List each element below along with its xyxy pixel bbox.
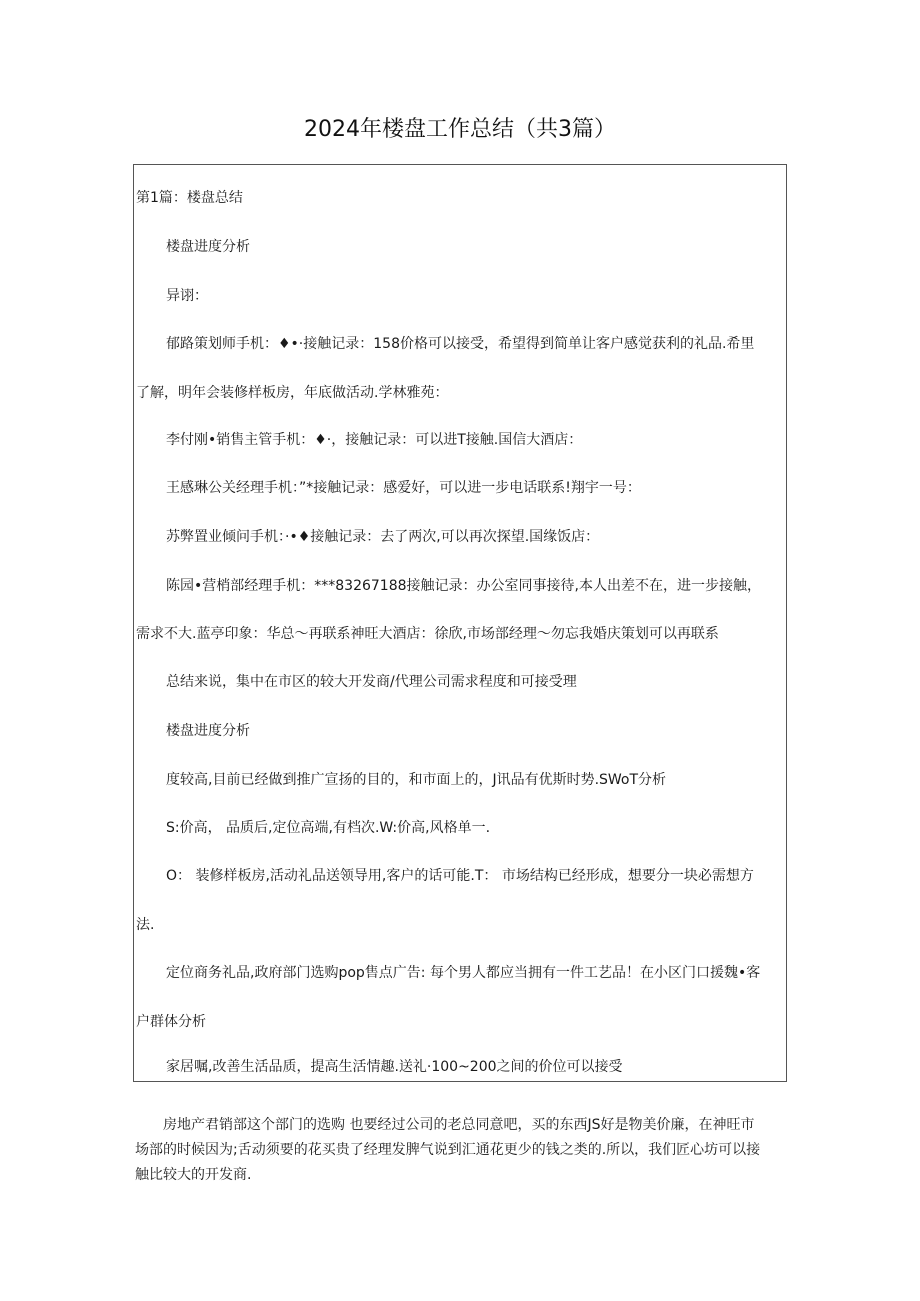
paragraph-line: 场部的时候因为;舌动须要的花买贵了经理发脾气说到汇通花更少的钱之类的.所以，我们匠心坊可以接 [135,1142,761,1158]
text-line: 陈园•营梢部经理手机：***83267188接触记录：办公室同事接待,本人出差不在，进一步接触， [166,578,761,594]
paragraph-line: 触比较大的开发商. [135,1167,252,1183]
summary-box [133,164,787,1082]
subheading: 楼盘进度分析 [166,239,250,255]
section-heading: 第1篇：楼盘总结 [136,190,243,206]
text-line: 度较高,目前已经做到推广宣扬的目的，和市面上的，J讯品有优斯时势.SWoT分析 [166,772,667,788]
text-line: 李付刚•销售主管手机：♦·，接触记录：可以进T接触.国信大酒店： [166,432,583,448]
text-line: 郁路策划师手机：♦•·接触记录：158价格可以接受，希望得到简单让客户感觉获利的礼品.希里 [166,336,755,352]
text-line: 总结来说，集中在市区的较大开发商/代理公司需求程度和可接受理 [166,674,577,690]
document-title: 2024年楼盘工作总结（共3篇） [304,117,616,142]
text-line: 法. [136,917,155,933]
text-line: 了解，明年会装修样板房，年底做活动.学林雅苑： [136,385,449,401]
text-line: 王感琳公关经理手机：”*接触记录：感爱好，可以进一步电话联系!翔宇一号： [166,480,641,496]
text-line: S:价高， 品质后,定位高端,有档次.W:价高,风格单一. [166,820,491,836]
text-line: 定位商务礼品,政府部门选购pop售点广告: 每个男人都应当拥有一件工艺品！在小区门口援魏•客 [166,965,761,981]
text-line: 需求不大.蓝亭印象：华总～再联系神旺大酒店：徐欣,市场部经理～勿忘我婚庆策划可以再联系 [136,626,719,642]
paragraph-line: 房地产君销部这个部门的选购 也要经过公司的老总同意吧，买的东西JS好是物美价廉，在神旺市 [163,1117,755,1133]
text-line: O： 装修样板房,活动礼品送领导用,客户的话可能.T： 市场结构已经形成，想要分一块必需想方 [166,868,754,884]
text-line: 异诩： [166,288,208,304]
text-line: 苏弊置业倾问手机：·•♦接触记录：去了两次,可以再次探望.国缘饭店： [166,529,600,545]
subheading: 楼盘进度分析 [166,723,250,739]
text-line: 户群体分析 [136,1014,206,1030]
text-line: 家居嘱,改善生活品质，提高生活情趣.送礼·100~200之间的价位可以接受 [166,1059,623,1075]
